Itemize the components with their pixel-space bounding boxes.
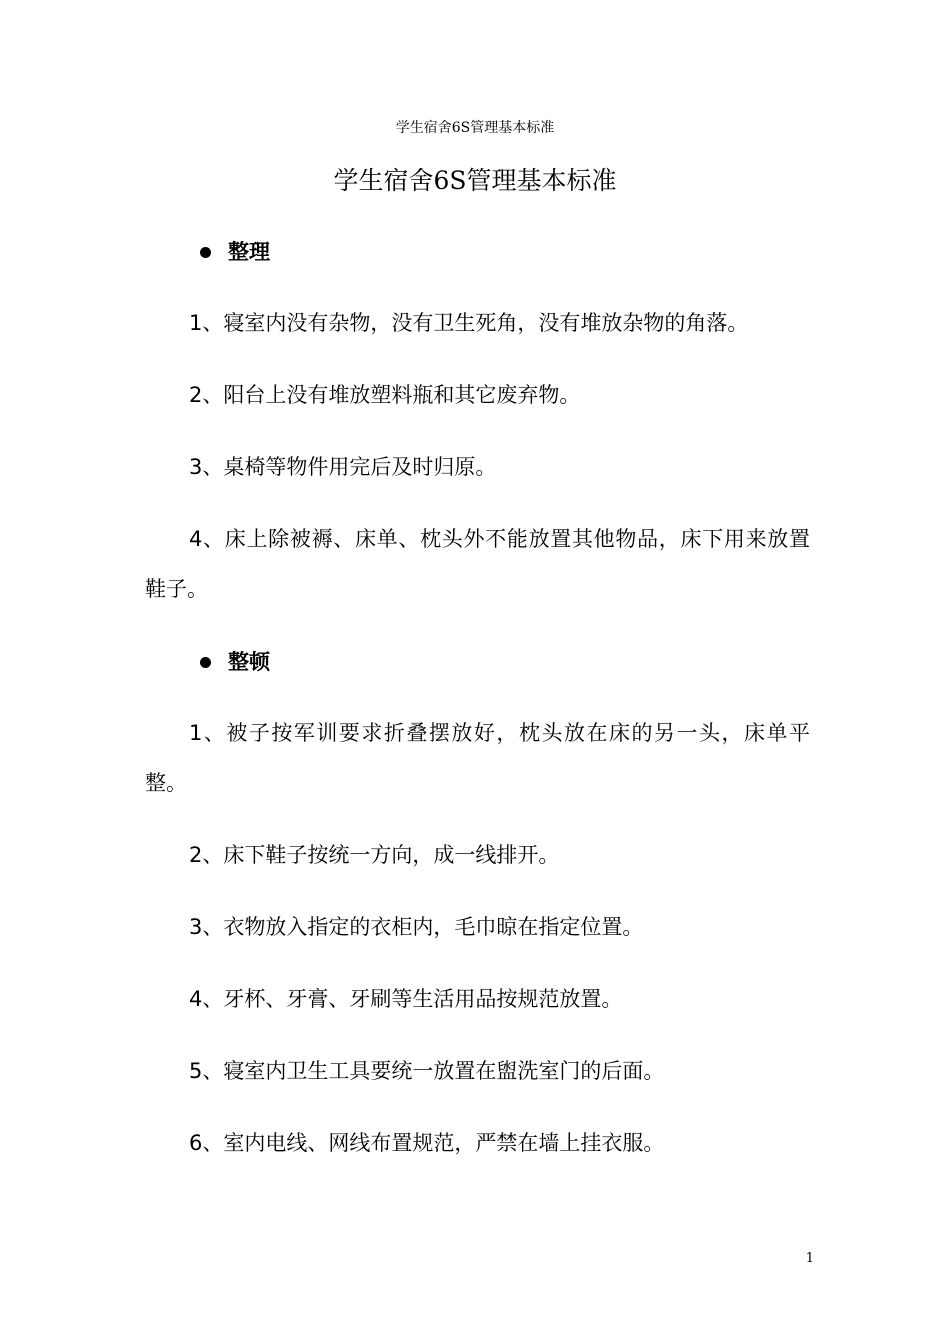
section-heading-text: 整理 [228,240,270,264]
bullet-icon [200,657,211,668]
paragraph-item: 2、床下鞋子按统一方向，成一线排开。 [189,843,560,867]
paragraph-item: 3、衣物放入指定的衣柜内，毛巾晾在指定位置。 [189,915,644,939]
paragraph-item: 1、被子按军训要求折叠摆放好，枕头放在床的另一头，床单平整。 [145,721,810,795]
paragraph-item: 4、床上除被褥、床单、枕头外不能放置其他物品，床下用来放置鞋子。 [145,527,810,601]
paragraph-item: 5、寝室内卫生工具要统一放置在盥洗室门的后面。 [189,1059,665,1083]
bullet-icon [200,247,211,258]
paragraph-item: 1、寝室内没有杂物，没有卫生死角，没有堆放杂物的角落。 [189,311,749,335]
paragraph-item: 4、牙杯、牙膏、牙刷等生活用品按规范放置。 [189,987,623,1011]
paragraph-item: 3、桌椅等物件用完后及时归原。 [189,455,497,479]
section-heading-zhengdun [198,647,270,677]
document-title: 学生宿舍6S管理基本标准 [333,166,617,195]
section-heading-zhengli [198,237,270,267]
page-number: 1 [805,1251,814,1266]
page-header: 学生宿舍6S管理基本标准 [395,120,555,136]
paragraph-item: 6、室内电线、网线布置规范，严禁在墙上挂衣服。 [189,1131,665,1155]
section-heading-text: 整顿 [228,650,270,674]
paragraph-item: 2、阳台上没有堆放塑料瓶和其它废弃物。 [189,383,581,407]
